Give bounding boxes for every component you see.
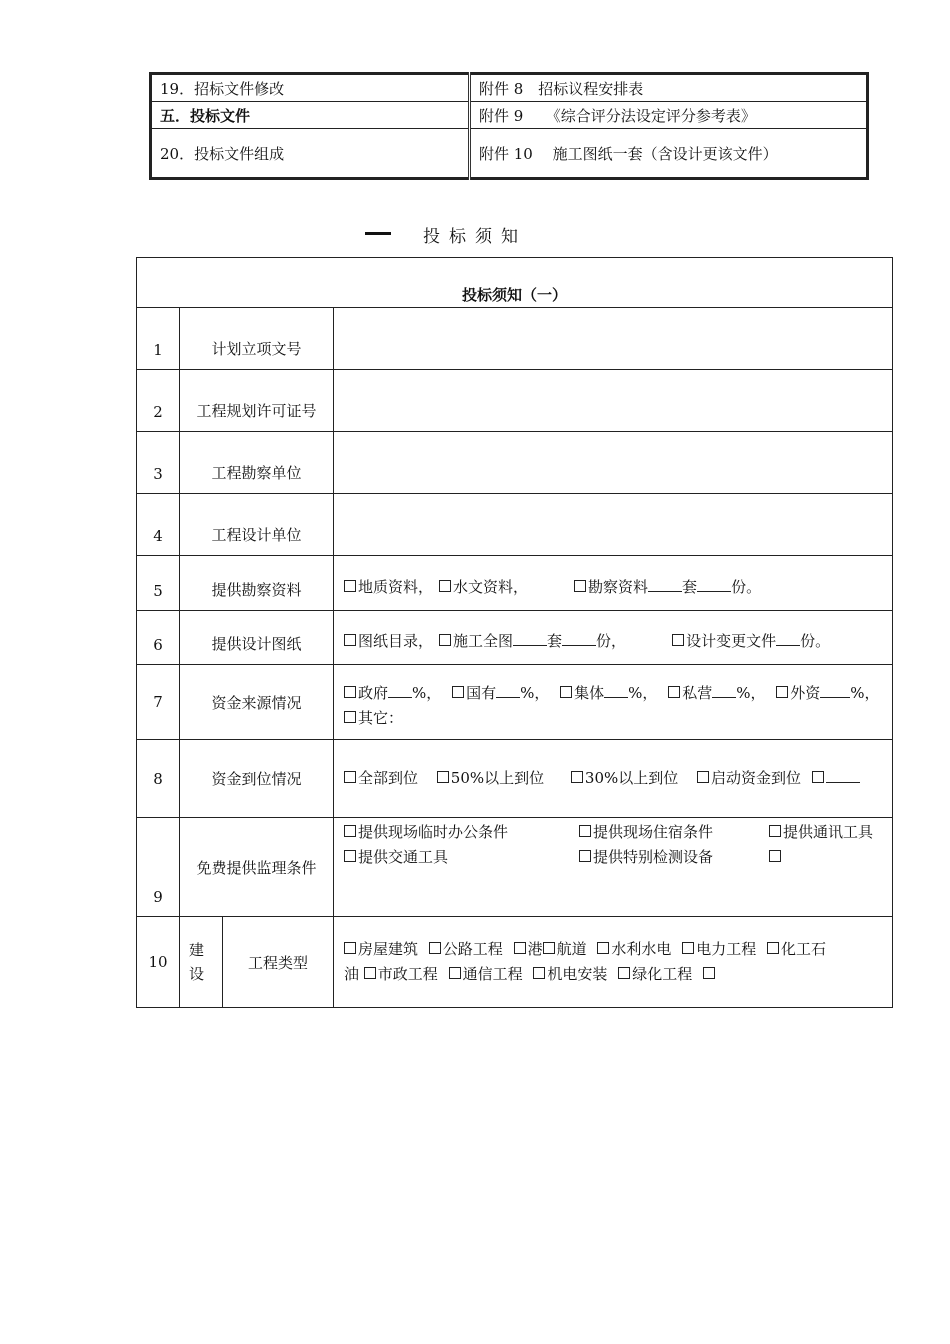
table-row bbox=[137, 370, 893, 432]
checkbox-icon[interactable] bbox=[344, 942, 356, 954]
checkbox-option[interactable]: 政府 %， bbox=[344, 684, 441, 702]
checkbox-option[interactable]: 启动资金到位 bbox=[697, 769, 801, 787]
checkbox-icon[interactable] bbox=[514, 942, 526, 954]
checkbox-icon[interactable] bbox=[571, 771, 583, 783]
checkbox-icon[interactable] bbox=[429, 942, 441, 954]
row-number: 1 bbox=[137, 308, 180, 370]
blank-field[interactable] bbox=[388, 685, 412, 698]
checkbox-icon[interactable] bbox=[812, 771, 824, 783]
toc-right: 附件 9 《综合评分法设定评分参考表》 bbox=[470, 102, 868, 129]
toc-right: 附件 10 施工图纸一套（含设计更该文件） bbox=[470, 129, 868, 179]
checkbox-option[interactable]: 提供特别检测设备 bbox=[579, 845, 769, 870]
checkbox-option[interactable]: 集体 %， bbox=[560, 684, 657, 702]
row-value-field[interactable] bbox=[334, 432, 893, 494]
toc-left: 20．投标文件组成 bbox=[151, 129, 470, 179]
row-value-field[interactable] bbox=[334, 370, 893, 432]
row-label: 工程规划许可证号 bbox=[180, 370, 334, 432]
checkbox-icon[interactable] bbox=[439, 580, 451, 592]
checkbox-icon[interactable] bbox=[703, 967, 715, 979]
checkbox-option[interactable]: 化工石 bbox=[767, 940, 826, 958]
table-title: 投标须知（一） bbox=[137, 258, 893, 308]
checkbox-option[interactable]: 50%以上到位 bbox=[437, 769, 544, 787]
checkbox-option[interactable]: 30%以上到位 bbox=[571, 769, 678, 787]
checkbox-icon[interactable] bbox=[769, 850, 781, 862]
checkbox-icon[interactable] bbox=[439, 634, 451, 646]
row-label: 计划立项文号 bbox=[180, 308, 334, 370]
checkbox-option[interactable]: 提供现场住宿条件 bbox=[579, 820, 769, 845]
row-label-category: 建 设 bbox=[180, 917, 223, 1008]
row-number: 10 bbox=[137, 917, 180, 1008]
row-number: 7 bbox=[137, 665, 180, 740]
blank-field[interactable] bbox=[648, 579, 682, 592]
checkbox-icon[interactable] bbox=[452, 686, 464, 698]
blank-field[interactable] bbox=[826, 770, 860, 783]
checkbox-icon[interactable] bbox=[672, 634, 684, 646]
blank-field[interactable] bbox=[604, 685, 628, 698]
checkbox-option[interactable]: 水利水电 bbox=[597, 940, 671, 958]
toc-section-heading: 五．投标文件 bbox=[151, 102, 470, 129]
checkbox-option[interactable]: 提供交通工具 bbox=[344, 845, 579, 870]
checkbox-option[interactable]: 绿化工程 bbox=[618, 965, 692, 983]
blank-field[interactable] bbox=[820, 685, 850, 698]
heading-dash bbox=[365, 232, 391, 235]
checkbox-option[interactable]: 公路工程 bbox=[429, 940, 503, 958]
row-options bbox=[334, 740, 893, 818]
checkbox-icon[interactable] bbox=[697, 771, 709, 783]
blank-field[interactable] bbox=[496, 685, 520, 698]
row-options bbox=[334, 665, 893, 740]
row-number: 5 bbox=[137, 556, 180, 611]
table-row bbox=[137, 432, 893, 494]
checkbox-option[interactable]: 市政工程 bbox=[364, 965, 438, 983]
checkbox-option[interactable] bbox=[703, 965, 717, 983]
checkbox-icon[interactable] bbox=[776, 686, 788, 698]
blank-field[interactable] bbox=[513, 633, 547, 646]
checkbox-option[interactable] bbox=[769, 845, 879, 870]
row-number: 8 bbox=[137, 740, 180, 818]
table-row bbox=[137, 917, 893, 1008]
checkbox-option[interactable]: 国有 %， bbox=[452, 684, 549, 702]
checkbox-option[interactable]: 施工全图 套 份， bbox=[439, 632, 626, 650]
checkbox-option[interactable]: 其它： bbox=[344, 709, 403, 727]
table-row bbox=[137, 308, 893, 370]
table-row bbox=[137, 556, 893, 611]
row-options bbox=[334, 818, 893, 917]
toc-right: 附件 8 招标议程安排表 bbox=[470, 74, 868, 102]
checkbox-option[interactable]: 房屋建筑 bbox=[344, 940, 418, 958]
table-row bbox=[137, 494, 893, 556]
checkbox-option[interactable]: 港 航道 bbox=[514, 940, 587, 958]
checkbox-icon[interactable] bbox=[344, 686, 356, 698]
row-label: 工程勘察单位 bbox=[180, 432, 334, 494]
checkbox-icon[interactable] bbox=[668, 686, 680, 698]
checkbox-icon[interactable] bbox=[682, 942, 694, 954]
row-value-field[interactable] bbox=[334, 494, 893, 556]
checkbox-option[interactable]: 地质资料， bbox=[344, 578, 433, 596]
blank-field[interactable] bbox=[712, 685, 736, 698]
checkbox-option[interactable]: 外资 %， bbox=[776, 684, 879, 702]
checkbox-option[interactable]: 设计变更文件 份。 bbox=[672, 632, 830, 650]
checkbox-option[interactable]: 私营 %， bbox=[668, 684, 765, 702]
row-number: 3 bbox=[137, 432, 180, 494]
checkbox-icon[interactable] bbox=[449, 967, 461, 979]
toc-row bbox=[151, 102, 868, 129]
checkbox-icon[interactable] bbox=[618, 967, 630, 979]
checkbox-icon[interactable] bbox=[437, 771, 449, 783]
row-number: 9 bbox=[137, 818, 180, 917]
checkbox-icon[interactable] bbox=[767, 942, 779, 954]
row-label: 提供设计图纸 bbox=[180, 611, 334, 665]
table-row bbox=[137, 665, 893, 740]
toc-table bbox=[149, 72, 869, 180]
table-row bbox=[137, 818, 893, 917]
row-label: 工程设计单位 bbox=[180, 494, 334, 556]
options-grid bbox=[344, 820, 886, 870]
heading-text: 投标须知 bbox=[423, 227, 527, 247]
checkbox-icon[interactable] bbox=[344, 850, 356, 862]
checkbox-option[interactable]: 电力工程 bbox=[682, 940, 756, 958]
row-label: 资金来源情况 bbox=[180, 665, 334, 740]
row-options bbox=[334, 556, 893, 611]
checkbox-option[interactable]: 全部到位 bbox=[344, 769, 418, 787]
checkbox-icon[interactable] bbox=[579, 825, 591, 837]
row-label: 提供勘察资料 bbox=[180, 556, 334, 611]
instructions-table bbox=[136, 257, 893, 1008]
checkbox-icon[interactable] bbox=[344, 771, 356, 783]
checkbox-option[interactable]: 水文资料， bbox=[439, 578, 528, 596]
row-label: 免费提供监理条件 bbox=[180, 818, 334, 917]
table-row bbox=[137, 611, 893, 665]
row-options bbox=[334, 611, 893, 665]
row-number: 6 bbox=[137, 611, 180, 665]
checkbox-option[interactable] bbox=[812, 769, 860, 787]
checkbox-icon[interactable] bbox=[344, 711, 356, 723]
row-options: 房屋建筑 公路工程 港 航道 水利水电 电力工程 化工石 油 市政工程 通信工程 机电安装 绿化工程 bbox=[334, 917, 893, 1008]
blank-field[interactable] bbox=[697, 579, 731, 592]
checkbox-icon[interactable] bbox=[769, 825, 781, 837]
checkbox-icon[interactable] bbox=[533, 967, 545, 979]
checkbox-icon[interactable] bbox=[344, 825, 356, 837]
section-heading bbox=[365, 222, 527, 247]
toc-row bbox=[151, 74, 868, 102]
checkbox-option[interactable]: 通信工程 bbox=[449, 965, 523, 983]
checkbox-option[interactable]: 机电安装 bbox=[533, 965, 607, 983]
checkbox-icon[interactable] bbox=[597, 942, 609, 954]
table-row bbox=[137, 740, 893, 818]
checkbox-icon[interactable] bbox=[344, 634, 356, 646]
row-number: 2 bbox=[137, 370, 180, 432]
row-label: 工程类型 bbox=[223, 917, 334, 1008]
toc-row bbox=[151, 129, 868, 179]
checkbox-icon[interactable] bbox=[344, 580, 356, 592]
checkbox-option[interactable]: 提供现场临时办公条件 bbox=[344, 820, 579, 845]
checkbox-icon[interactable] bbox=[574, 580, 586, 592]
row-label: 资金到位情况 bbox=[180, 740, 334, 818]
checkbox-icon[interactable] bbox=[579, 850, 591, 862]
row-value-field[interactable] bbox=[334, 308, 893, 370]
checkbox-icon[interactable] bbox=[560, 686, 572, 698]
blank-field[interactable] bbox=[776, 633, 800, 646]
checkbox-option[interactable]: 提供通讯工具 bbox=[769, 820, 879, 845]
checkbox-icon[interactable] bbox=[364, 967, 376, 979]
blank-field[interactable] bbox=[562, 633, 596, 646]
row-number: 4 bbox=[137, 494, 180, 556]
checkbox-option[interactable]: 勘察资料 套 份。 bbox=[574, 578, 761, 596]
checkbox-option[interactable]: 图纸目录， bbox=[344, 632, 433, 650]
checkbox-icon[interactable] bbox=[543, 942, 555, 954]
toc-left: 19．招标文件修改 bbox=[151, 74, 470, 102]
